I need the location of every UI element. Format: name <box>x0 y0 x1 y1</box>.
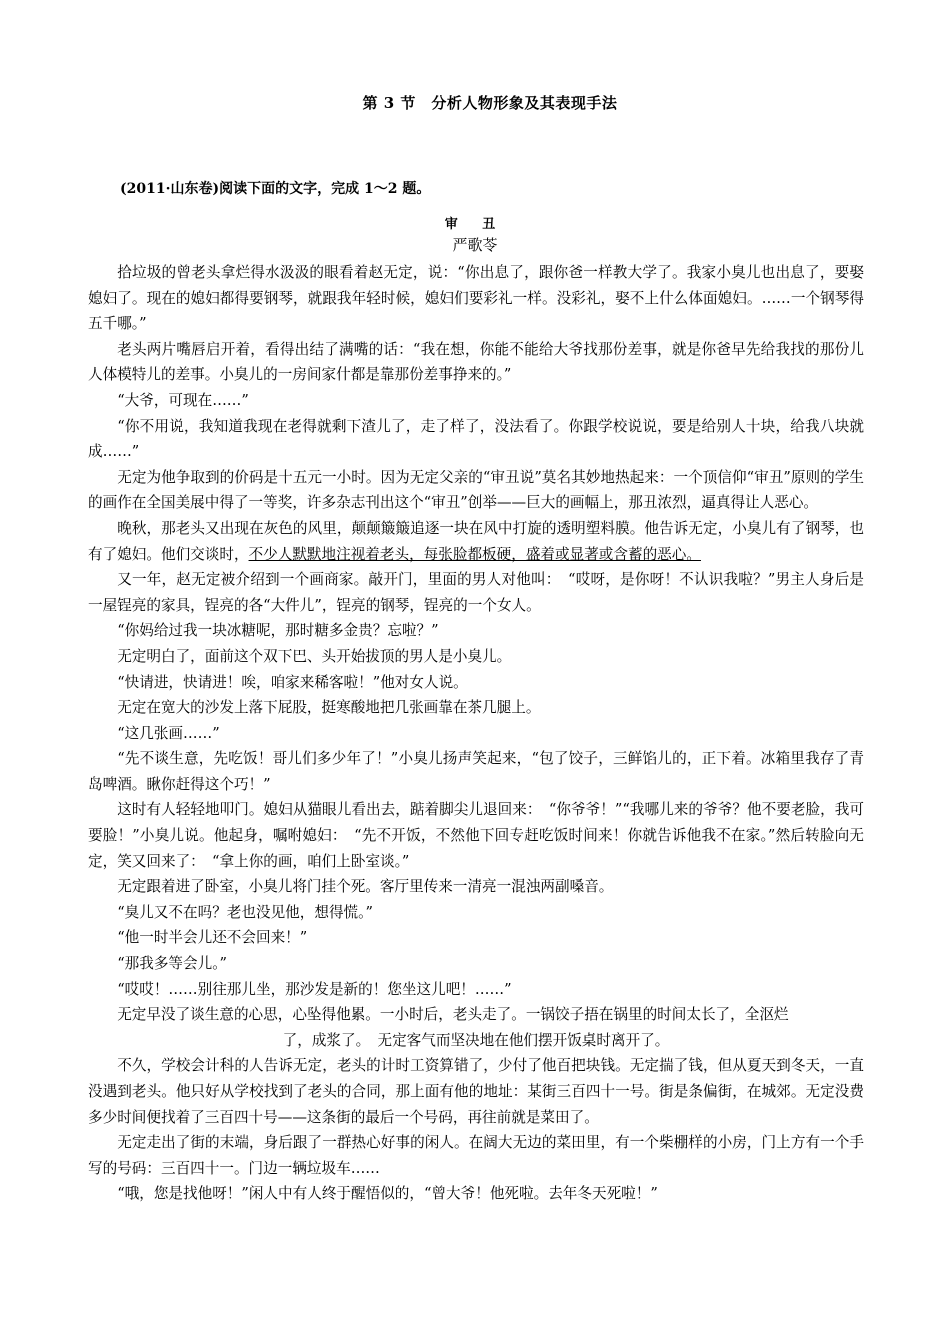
paragraph-with-underline <box>88 516 864 567</box>
paragraph: “大爷，可现在……” <box>117 391 249 409</box>
paragraph: “臭儿又不在吗？老也没见他，想得慌。” <box>117 903 373 921</box>
paragraph: 又一年，赵无定被介绍到一个画商家。敲开门，里面的男人对他叫： “哎呀，是你呀！不认识我啦？”男主人身后是一屋锃亮的家具，锃亮的各“大件儿”，锃亮的钢琴，锃亮的一个女人。 <box>88 571 864 614</box>
paragraph-text: 晚秋，那老头又出现在灰色的风里，颠颠簸簸追逐一块在风中打旋的透明塑料膜。他告诉无定，小臭儿有了钢琴，也有了媳妇。他们交谈时， <box>88 519 864 563</box>
paragraph: 老头两片嘴唇启开着，看得出结了满嘴的话：“我在想，你能不能给大爷找那份差事，就是你爸早先给我找的那份儿人体模特儿的差事。小臭儿的一房间家什都是靠那份差事挣来的。” <box>88 340 864 384</box>
paragraph: “你妈给过我一块冰糖呢，那时糖多金贵？忘啦？” <box>117 622 439 640</box>
paragraph: 无定为他争取到的价码是十五元一小时。因为无定父亲的“审丑说”莫名其妙地热起来：一个顶信仰“审丑”原则的学生的画作在全国美展中得了一等奖，许多杂志刊出这个“审丑”创举——巨大的画幅上，那丑浓烈，逼真得让人恶心。 <box>88 468 864 512</box>
paragraph-continuation: 了，成浆了。 无定客气而坚决地在他们摆开饭桌时离开了。 <box>282 1031 670 1049</box>
paragraph: “他一时半会儿还不会回来！” <box>117 929 308 947</box>
paragraph: “哦，您是找他呀！”闲人中有人终于醒悟似的，“曾大爷！他死啦。去年冬天死啦！” <box>117 1185 658 1203</box>
paragraph: “那我多等会儿。” <box>117 955 227 973</box>
paragraph: 不久，学校会计科的人告诉无定，老头的计时工资算错了，少付了他百把块钱。无定揣了钱，但从夏天到冬天，一直没遇到老头。他只好从学校找到了老头的合同，那上面有他的地址：某街三百四十一号。街是条偏街，在城郊。无定没费多少时间便找着了三百四十号——这条街的最后一个号码，再往前就是菜田了。 <box>88 1057 864 1126</box>
paragraph: 无定早没了谈生意的心思，心坠得他累。一小时后，老头走了。一锅饺子捂在锅里的时间太长了，全沤烂 <box>117 1006 789 1024</box>
question-instruction: (2011·山东卷)阅读下面的文字，完成 1～2 题。 <box>120 181 431 197</box>
paragraph: “先不谈生意，先吃饭！哥儿们多少年了！”小臭儿扬声笑起来，“包了饺子，三鲜馅儿的，正下着。冰箱里我存了青岛啤酒。瞅你赶得这个巧！” <box>88 750 864 793</box>
story-body <box>88 260 864 1207</box>
underlined-sentence: 不少人默默地注视着老头，每张脸都板硬，盛着或显著或含蓄的恶心。 <box>248 545 701 563</box>
story-author: 严歌苓 <box>452 236 498 254</box>
paragraph: 这时有人轻轻地叩门。媳妇从猫眼儿看出去，踮着脚尖儿退回来： “你爷爷！”“我哪儿来的爷爷？他不要老脸，我可要脸！”小臭儿说。他起身，嘱咐媳妇： “先不开饭，不然他下回专赶吃饭时间来！你就告诉他我不在家。”然后转脸向无定，笑又回来了： “拿上你的画，咱们上卧室谈。” <box>88 801 864 870</box>
paragraph: 无定在宽大的沙发上落下屁股，挺寒酸地把几张画靠在茶几腿上。 <box>117 699 541 717</box>
section-title: 第 3 节 分析人物形象及其表现手法 <box>362 94 618 112</box>
paragraph: 无定明白了，面前这个双下巴、头开始拔顶的男人是小臭儿。 <box>117 647 512 665</box>
paragraph: “快请进，快请进！唉，咱家来稀客啦！”他对女人说。 <box>117 673 468 691</box>
paragraph: “这几张画……” <box>117 724 220 742</box>
paragraph: 无定走出了街的末端，身后跟了一群热心好事的闲人。在阔大无边的菜田里，有一个柴棚样的小房，门上方有一个手写的号码：三百四十一。门边一辆垃圾车…… <box>88 1134 864 1177</box>
paragraph: “你不用说，我知道我现在老得就剩下渣儿了，走了样了，没法看了。你跟学校说说，要是给别人十块，给我八块就成……” <box>88 417 864 461</box>
paragraph: 拾垃圾的曾老头拿烂得水汲汲的眼看着赵无定，说：“你出息了，跟你爸一样教大学了。我家小臭儿也出息了，要娶媳妇了。现在的媳妇都得要钢琴，就跟我年轻时候，媳妇们要彩礼一样。没彩礼，娶不上什么体面媳妇。……一个钢琴得五千哪。” <box>88 264 864 333</box>
paragraph: 无定跟着进了卧室，小臭儿将门挂个死。客厅里传来一清亮一混浊两副嗓音。 <box>117 878 614 896</box>
story-title: 审 丑 <box>444 217 506 232</box>
paragraph: “哎哎！……别往那儿坐，那沙发是新的！您坐这儿吧！……” <box>117 980 512 998</box>
